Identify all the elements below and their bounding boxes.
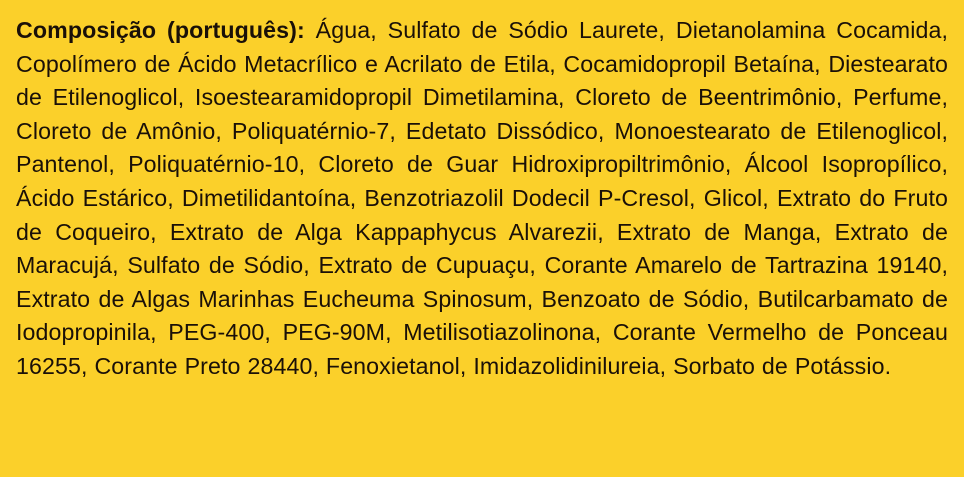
ingredients-body: Água, Sulfato de Sódio Laurete, Dietanolamina Cocamida, Copolímero de Ácido Metacrílico e Acrilato de Etila, Cocamidopropil Betaína, Diestearato de Etilenoglicol, Isoestearamidopropil Dimetilamina, Cloreto de Beentrimônio, Perfume, Cloreto de Amônio, Poliquatérnio-7, Edetato Dissódico, Monoestearato de Etilenoglicol, Pantenol, Poliquatérnio-10, Cloreto de Guar Hidroxipropiltrimônio, Álcool Isopropílico, Ácido Estárico, Dimetilidantoína, Benzotriazolil Dodecil P-Cresol, Glicol, Extrato do Fruto de Coqueiro, Extrato de Alga Kappaphycus Alvarezii, Extrato de Manga, Extrato de Maracujá, Sulfato de Sódio, Extrato de Cupuaçu, Corante Amarelo de Tartrazina 19140, Extrato de Algas Marinhas Eucheuma Spinosum, Benzoato de Sódio, Butilcarbamato de Iodopropinila, PEG-400, PEG-90M, Metilisotiazolinona, Corante Vermelho de Ponceau 16255, Corante Preto 28440, Fenoxietanol, Imidazolidinilureia, Sorbato de Potássio. <box>16 17 949 379</box>
ingredients-paragraph <box>16 14 948 384</box>
ingredients-heading: Composição (português): <box>16 17 305 43</box>
